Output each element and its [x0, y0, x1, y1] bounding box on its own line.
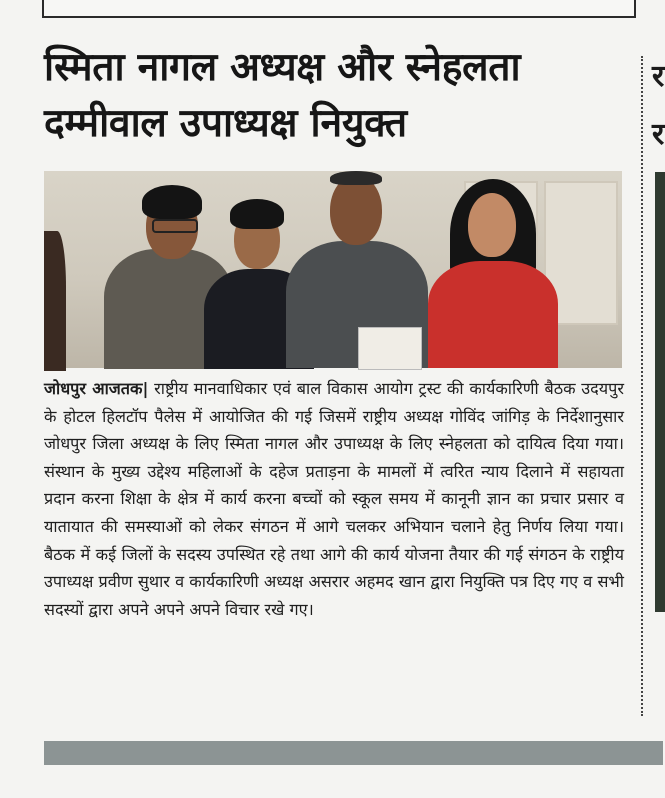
column-divider [641, 56, 643, 716]
adjacent-fragment-1: र [652, 59, 665, 94]
article-body [44, 375, 624, 623]
article-text: राष्ट्रीय मानवाधिकार एवं बाल विकास आयोग ट्रस्ट की कार्यकारिणी बैठक उदयपुर के होटल हिलटॉप पैलेस में आयोजित की गई जिसमें राष्ट्रीय अध्यक्ष गोविंद जांगिड़ के निर्देशानुसार जोधपुर जिला अध्यक्ष के लिए स्मिता नागल और उपाध्यक्ष के लिए स्नेहलता को दायित्व दिया गया। संस्थान के मुख्य उद्देश्य महिलाओं के दहेज प्रताड़ना के मामलों में त्वरित न्याय दिलाने में सहायता प्रदान करना शिक्षा के क्षेत्र में कार्य करना बच्चों को स्कूल समय में कानूनी ज्ञान का प्रचार प्रसार व यातायात की समस्याओं को लेकर संगठन में आगे चलकर अभियान चलाने हेतु निर्णय लिया गया। बैठक में कई जिलों के सदस्य उपस्थित रहे तथा आगे की कार्य योजना तैयार की गई संगठन के राष्ट्रीय उपाध्यक्ष प्रवीण सुथार व कार्यकारिणी अध्यक्ष असरार अहमद खान द्वारा नियुक्ति पत्र दिए गए व सभी सदस्यों द्वारा अपने अपने अपने विचार रखे गए। [44, 379, 624, 619]
partial-figure-left [44, 231, 66, 371]
headline-line-1: स्मिता नागल अध्यक्ष और स्नेहलता [44, 45, 521, 90]
previous-article-box [42, 0, 636, 18]
adjacent-fragment-2: र [652, 117, 665, 152]
news-photo [44, 171, 622, 368]
adjacent-photo [655, 172, 665, 612]
headline [44, 40, 634, 152]
certificate [358, 327, 422, 370]
bottom-bar [44, 741, 663, 765]
dateline: जोधपुर आजतक| [44, 379, 149, 398]
person-3 [282, 171, 432, 368]
person-4 [428, 179, 558, 368]
headline-line-2: दम्मीवाल उपाध्यक्ष नियुक्त [44, 101, 407, 146]
